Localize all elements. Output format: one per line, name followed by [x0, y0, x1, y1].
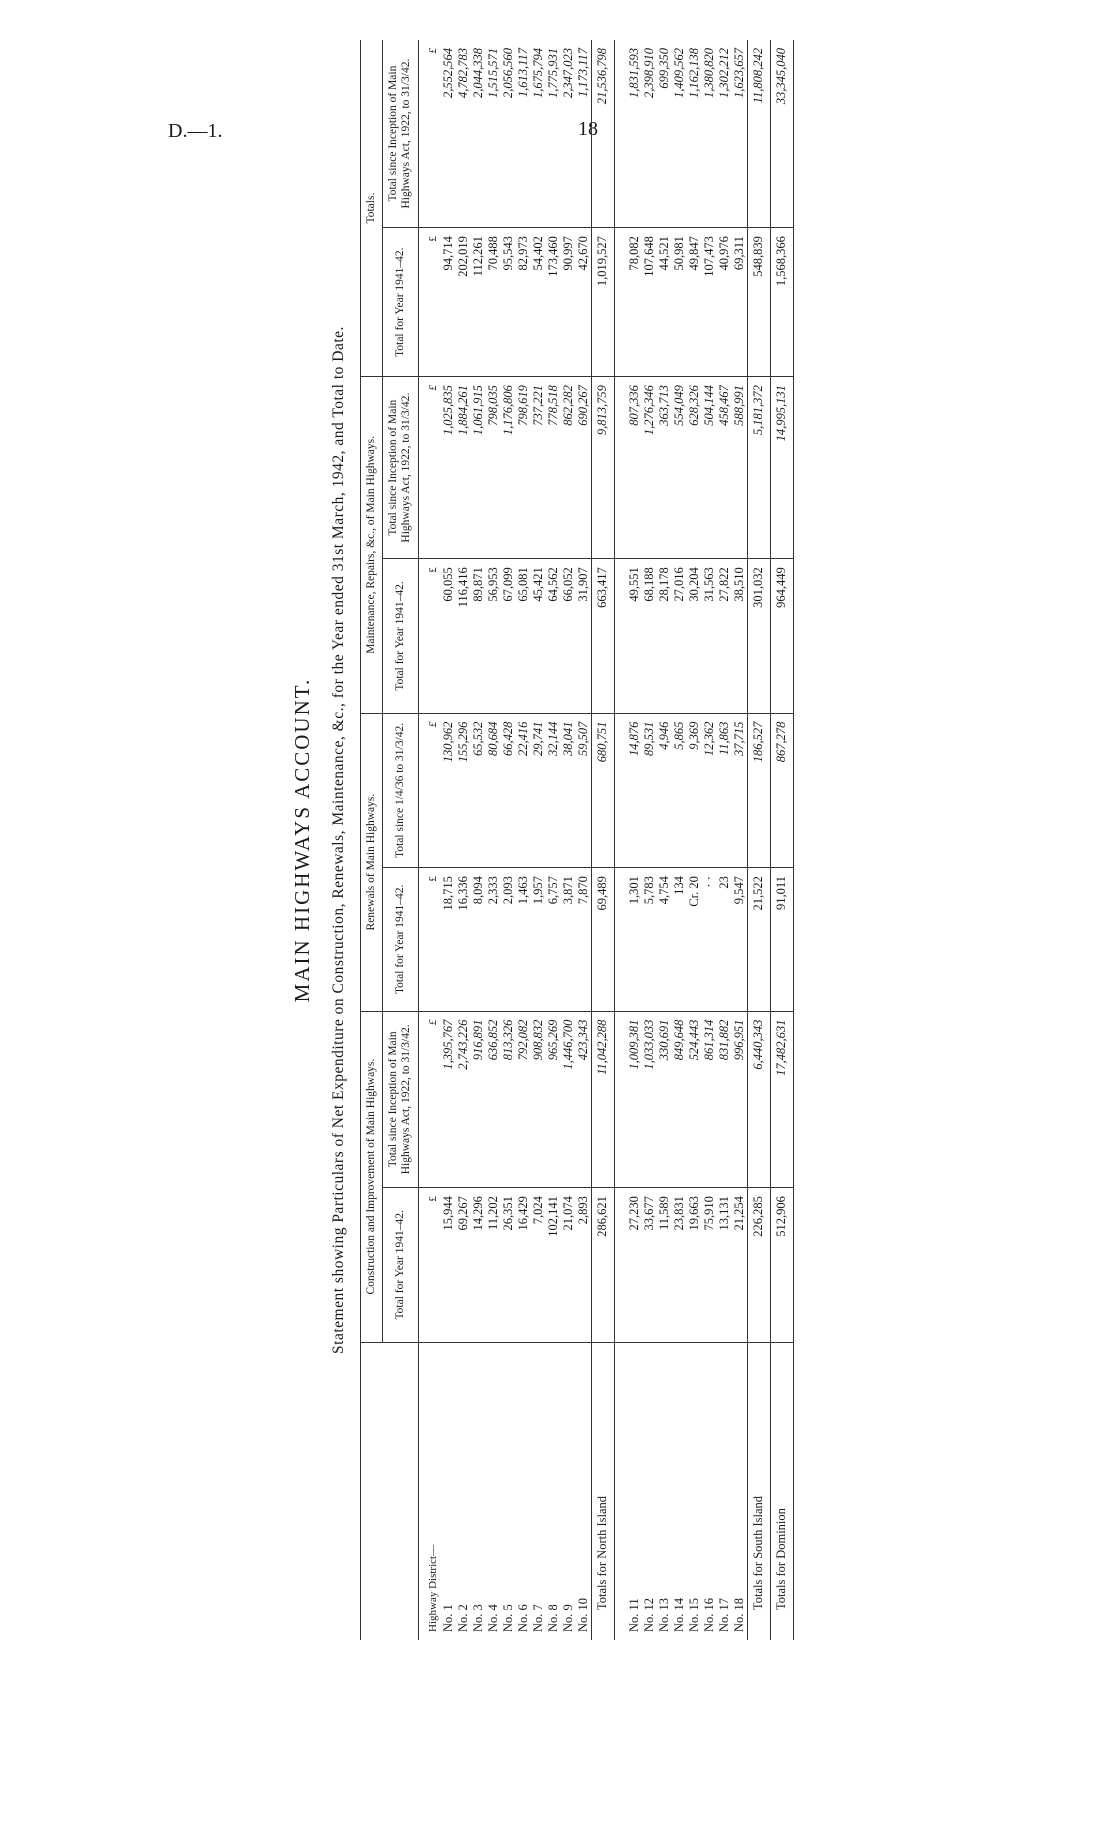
spacer-cell — [614, 1188, 627, 1342]
table-cell: 1,775,931 — [546, 40, 561, 228]
table-cell: 112,261 — [471, 228, 486, 377]
table-cell: 636,852 — [486, 1011, 501, 1188]
table-cell: 37,715 — [732, 713, 748, 867]
row-label: No. 15 — [686, 1597, 701, 1632]
table-cell: 5,865 — [672, 713, 687, 867]
table-cell: 116,416 — [456, 559, 471, 713]
table-cell: 27,822 — [717, 559, 732, 713]
table-cell: 155,296 — [456, 713, 471, 867]
table-cell: 17,482,631 — [770, 1011, 793, 1188]
row-label: No. 9 — [560, 1604, 575, 1632]
table-cell: 1,515,571 — [486, 40, 501, 228]
table-row — [687, 40, 702, 1640]
table-row — [657, 40, 672, 1640]
row-label: No. 7 — [530, 1604, 545, 1632]
table-cell: 663,417 — [591, 559, 614, 713]
expenditure-table — [360, 40, 794, 1640]
table-cell: 504,144 — [702, 377, 717, 559]
table-cell: 11,589 — [657, 1188, 672, 1342]
table-cell: 202,019 — [456, 228, 471, 377]
table-cell: 226,285 — [747, 1188, 770, 1342]
table-cell: 1,957 — [531, 868, 546, 1011]
table-row — [456, 40, 471, 1640]
table-cell: 66,428 — [501, 713, 516, 867]
table-cell: 7,024 — [531, 1188, 546, 1342]
table-cell: 49,551 — [627, 559, 642, 713]
table-cell: 1,009,381 — [627, 1011, 642, 1188]
table-row — [627, 40, 642, 1640]
row-label: No. 17 — [716, 1597, 731, 1632]
currency-symbol: £ — [418, 228, 441, 377]
table-cell: 26,351 — [501, 1188, 516, 1342]
table-cell: · · — [702, 868, 717, 1011]
table-cell: 2,333 — [486, 868, 501, 1011]
table-row — [702, 40, 717, 1640]
table-cell: 21,536,798 — [591, 40, 614, 228]
table-cell: 1,446,700 — [561, 1011, 576, 1188]
table-cell: 42,670 — [576, 228, 592, 377]
currency-symbol: £ — [418, 377, 441, 559]
table-cell: 2,893 — [576, 1188, 592, 1342]
report-code: D.—1. — [168, 120, 223, 142]
table-cell: 64,562 — [546, 559, 561, 713]
table-cell: 4,782,783 — [456, 40, 471, 228]
table-cell: 1,025,835 — [441, 377, 456, 559]
table-cell: 40,976 — [717, 228, 732, 377]
row-label: No. 4 — [485, 1604, 500, 1632]
table-cell: 21,522 — [747, 868, 770, 1011]
row-label: No. 1 — [440, 1604, 455, 1632]
renewals-group-header: Renewals of Main Highways. — [361, 713, 383, 1011]
table-cell: 102,141 — [546, 1188, 561, 1342]
table-cell: 2,398,910 — [642, 40, 657, 228]
table-cell: 363,713 — [657, 377, 672, 559]
table-cell: 27,230 — [627, 1188, 642, 1342]
table-cell: 1,276,346 — [642, 377, 657, 559]
table-cell: 831,882 — [717, 1011, 732, 1188]
row-label: No. 14 — [671, 1597, 686, 1632]
table-cell: 1,675,794 — [531, 40, 546, 228]
table-cell: 78,082 — [627, 228, 642, 377]
table-cell: 68,188 — [642, 559, 657, 713]
table-cell: 29,741 — [531, 713, 546, 867]
table-cell: 82,973 — [516, 228, 531, 377]
rotated-page-content — [290, 15, 910, 1665]
table-cell: 1,409,562 — [672, 40, 687, 228]
totals-total-header: Total since Inception of Main Highways Act, 1922, to 31/3/42. — [383, 40, 418, 228]
row-label: No. 10 — [575, 1597, 590, 1632]
table-cell: 31,907 — [576, 559, 592, 713]
table-cell: 4,754 — [657, 868, 672, 1011]
table-cell: 2,743,226 — [456, 1011, 471, 1188]
table-cell: 56,953 — [486, 559, 501, 713]
row-label: No. 8 — [545, 1604, 560, 1632]
table-cell: 423,343 — [576, 1011, 592, 1188]
table-cell: 11,808,242 — [747, 40, 770, 228]
spacer-cell — [614, 228, 627, 377]
table-cell: 628,326 — [687, 377, 702, 559]
row-label: Totals for South Island — [747, 1342, 770, 1640]
table-cell: 45,421 — [531, 559, 546, 713]
table-cell: 861,314 — [702, 1011, 717, 1188]
table-cell: 32,144 — [546, 713, 561, 867]
south-island-total-row — [747, 40, 770, 1640]
table-cell: 849,648 — [672, 1011, 687, 1188]
table-cell: 38,041 — [561, 713, 576, 867]
table-cell: 1,613,117 — [516, 40, 531, 228]
table-cell: 130,962 — [441, 713, 456, 867]
row-label: No. 18 — [731, 1597, 746, 1632]
table-row — [501, 40, 516, 1640]
table-cell: 588,991 — [732, 377, 748, 559]
table-cell: 813,326 — [501, 1011, 516, 1188]
table-cell: 12,362 — [702, 713, 717, 867]
table-cell: 1,884,261 — [456, 377, 471, 559]
table-cell: 66,052 — [561, 559, 576, 713]
row-label: No. 13 — [656, 1597, 671, 1632]
table-cell: 798,035 — [486, 377, 501, 559]
table-cell: 548,839 — [747, 228, 770, 377]
table-row — [486, 40, 501, 1640]
table-cell: 554,049 — [672, 377, 687, 559]
maintenance-group-header: Maintenance, Repairs, &c., of Main Highways. — [361, 377, 383, 714]
table-row — [576, 40, 592, 1640]
table-cell: 49,847 — [687, 228, 702, 377]
row-label: No. 5 — [500, 1604, 515, 1632]
construction-total-header: Total since Inception of Main Highways Act, 1922, to 31/3/42. — [383, 1011, 418, 1188]
table-cell: 89,871 — [471, 559, 486, 713]
table-cell: 33,345,040 — [770, 40, 793, 228]
page-number: 18 — [578, 118, 598, 140]
spacer-cell — [614, 868, 627, 1011]
table-cell: 908,832 — [531, 1011, 546, 1188]
table-cell: 107,648 — [642, 228, 657, 377]
table-cell: 107,473 — [702, 228, 717, 377]
table-row — [531, 40, 546, 1640]
table-cell: 2,044,338 — [471, 40, 486, 228]
page-title: MAIN HIGHWAYS ACCOUNT. — [290, 677, 314, 1003]
table-cell: 33,677 — [642, 1188, 657, 1342]
table-cell: 699,350 — [657, 40, 672, 228]
table-cell: 134 — [672, 868, 687, 1011]
table-cell: 15,944 — [441, 1188, 456, 1342]
table-cell: 80,684 — [486, 713, 501, 867]
table-cell: 14,296 — [471, 1188, 486, 1342]
maintenance-year-header: Total for Year 1941–42. — [383, 559, 418, 713]
spacer-cell — [614, 1011, 627, 1188]
table-cell: Cr. 20 — [687, 868, 702, 1011]
table-cell: 996,951 — [732, 1011, 748, 1188]
currency-symbol: £ — [418, 559, 441, 713]
table-cell: 807,336 — [627, 377, 642, 559]
construction-year-header: Total for Year 1941–42. — [383, 1188, 418, 1342]
table-row — [546, 40, 561, 1640]
table-cell: 5,783 — [642, 868, 657, 1011]
currency-symbol: £ — [418, 1188, 441, 1342]
table-cell: 512,906 — [770, 1188, 793, 1342]
table-row — [642, 40, 657, 1640]
renewals-total-header: Total since 1/4/36 to 31/3/42. — [383, 713, 418, 867]
table-row — [717, 40, 732, 1640]
table-cell: 90,997 — [561, 228, 576, 377]
table-cell: 75,910 — [702, 1188, 717, 1342]
table-cell: 69,489 — [591, 868, 614, 1011]
table-cell: 965,269 — [546, 1011, 561, 1188]
row-label: No. 16 — [701, 1597, 716, 1632]
table-row — [441, 40, 456, 1640]
table-cell: 301,032 — [747, 559, 770, 713]
table-cell: 11,863 — [717, 713, 732, 867]
table-cell: 89,531 — [642, 713, 657, 867]
table-cell: 50,981 — [672, 228, 687, 377]
table-cell: 737,221 — [531, 377, 546, 559]
table-cell: 1,176,806 — [501, 377, 516, 559]
table-cell: 862,282 — [561, 377, 576, 559]
table-cell: 2,093 — [501, 868, 516, 1011]
table-cell: 690,267 — [576, 377, 592, 559]
table-cell: 21,074 — [561, 1188, 576, 1342]
highway-district-label: Highway District— — [426, 1544, 439, 1632]
table-cell: 65,081 — [516, 559, 531, 713]
table-cell: 6,757 — [546, 868, 561, 1011]
totals-group-header: Totals. — [361, 40, 383, 377]
table-cell: 16,336 — [456, 868, 471, 1011]
table-cell: 21,254 — [732, 1188, 748, 1342]
table-cell: 59,507 — [576, 713, 592, 867]
table-cell: 4,946 — [657, 713, 672, 867]
table-cell: 173,460 — [546, 228, 561, 377]
table-cell: 286,621 — [591, 1188, 614, 1342]
table-cell: 1,301 — [627, 868, 642, 1011]
table-cell: 9,813,759 — [591, 377, 614, 559]
table-cell: 9,547 — [732, 868, 748, 1011]
table-cell: 1,623,657 — [732, 40, 748, 228]
row-label: Totals for North Island — [591, 1342, 614, 1640]
row-label: No. 11 — [626, 1598, 641, 1632]
spacer-cell — [614, 40, 627, 228]
table-cell: 54,402 — [531, 228, 546, 377]
renewals-year-header: Total for Year 1941–42. — [383, 868, 418, 1011]
currency-symbol: £ — [418, 40, 441, 228]
table-row — [561, 40, 576, 1640]
group-header-row — [361, 40, 383, 1640]
table-cell: 18,715 — [441, 868, 456, 1011]
table-cell: 23,831 — [672, 1188, 687, 1342]
table-cell: 67,099 — [501, 559, 516, 713]
table-cell: 11,202 — [486, 1188, 501, 1342]
table-cell: 94,714 — [441, 228, 456, 377]
table-cell: 1,019,527 — [591, 228, 614, 377]
currency-row — [418, 40, 441, 1640]
table-cell: 524,443 — [687, 1011, 702, 1188]
table-cell: 69,267 — [456, 1188, 471, 1342]
table-cell: 680,751 — [591, 713, 614, 867]
table-cell: 13,131 — [717, 1188, 732, 1342]
table-cell: 1,302,212 — [717, 40, 732, 228]
table-cell: 3,871 — [561, 868, 576, 1011]
table-cell: 14,995,131 — [770, 377, 793, 559]
north-island-total-row — [591, 40, 614, 1640]
dominion-total-row — [770, 40, 793, 1640]
table-cell: 16,429 — [516, 1188, 531, 1342]
maintenance-total-header: Total since Inception of Main Highways Act, 1922, to 31/3/42. — [383, 377, 418, 559]
table-cell: 330,691 — [657, 1011, 672, 1188]
construction-group-header: Construction and Improvement of Main Highways. — [361, 1011, 383, 1342]
table-row — [732, 40, 748, 1640]
table-cell: 1,463 — [516, 868, 531, 1011]
table-cell: 27,016 — [672, 559, 687, 713]
table-cell: 9,369 — [687, 713, 702, 867]
table-cell: 5,181,372 — [747, 377, 770, 559]
totals-year-header: Total for Year 1941–42. — [383, 228, 418, 377]
table-cell: 28,178 — [657, 559, 672, 713]
table-cell: 2,552,564 — [441, 40, 456, 228]
table-cell: 186,527 — [747, 713, 770, 867]
row-label: No. 2 — [455, 1604, 470, 1632]
table-row — [516, 40, 531, 1640]
table-cell: 23 — [717, 868, 732, 1011]
currency-symbol: £ — [418, 868, 441, 1011]
table-cell: 31,563 — [702, 559, 717, 713]
table-cell: 1,380,820 — [702, 40, 717, 228]
table-cell: 91,011 — [770, 868, 793, 1011]
table-cell: 2,347,023 — [561, 40, 576, 228]
table-cell: 14,876 — [627, 713, 642, 867]
table-row — [471, 40, 486, 1640]
table-cell: 2,056,560 — [501, 40, 516, 228]
spacer-cell — [614, 1342, 627, 1640]
table-cell: 22,416 — [516, 713, 531, 867]
spacer-cell — [614, 713, 627, 867]
table-cell: 792,082 — [516, 1011, 531, 1188]
page-subtitle: Statement showing Particulars of Net Expenditure on Construction, Renewals, Maintenance, &c., for the Year ended 31st March, 1942, and Total to Date. — [330, 326, 347, 1354]
table-cell: 964,449 — [770, 559, 793, 713]
table-row — [672, 40, 687, 1640]
table-cell: 1,033,033 — [642, 1011, 657, 1188]
table-cell: 1,568,366 — [770, 228, 793, 377]
table-cell: 65,532 — [471, 713, 486, 867]
table-cell: 30,204 — [687, 559, 702, 713]
table-cell: 70,488 — [486, 228, 501, 377]
spacer-cell — [614, 559, 627, 713]
table-cell: 7,870 — [576, 868, 592, 1011]
table-cell: 1,162,138 — [687, 40, 702, 228]
table-cell: 1,831,593 — [627, 40, 642, 228]
spacer-cell — [614, 377, 627, 559]
table-cell: 8,094 — [471, 868, 486, 1011]
table-cell: 11,042,288 — [591, 1011, 614, 1188]
table-cell: 1,061,915 — [471, 377, 486, 559]
table-cell: 19,663 — [687, 1188, 702, 1342]
table-cell: 1,173,117 — [576, 40, 592, 228]
row-label: No. 6 — [515, 1604, 530, 1632]
currency-symbol: £ — [418, 1011, 441, 1188]
district-header — [361, 1342, 419, 1640]
table-cell: 38,510 — [732, 559, 748, 713]
table-cell: 44,521 — [657, 228, 672, 377]
table-cell: 867,278 — [770, 713, 793, 867]
table-cell: 60,055 — [441, 559, 456, 713]
table-cell: 916,891 — [471, 1011, 486, 1188]
currency-symbol: £ — [418, 713, 441, 867]
table-cell: 6,440,343 — [747, 1011, 770, 1188]
table-cell: 69,311 — [732, 228, 748, 377]
table-cell: 798,619 — [516, 377, 531, 559]
table-cell: 778,518 — [546, 377, 561, 559]
table-cell: 458,467 — [717, 377, 732, 559]
row-label: No. 3 — [470, 1604, 485, 1632]
row-label: No. 12 — [641, 1597, 656, 1632]
table-cell: 1,395,767 — [441, 1011, 456, 1188]
row-label: Totals for Dominion — [770, 1342, 793, 1640]
spacer-row — [614, 40, 627, 1640]
table-cell: 95,543 — [501, 228, 516, 377]
table-body — [418, 40, 793, 1640]
